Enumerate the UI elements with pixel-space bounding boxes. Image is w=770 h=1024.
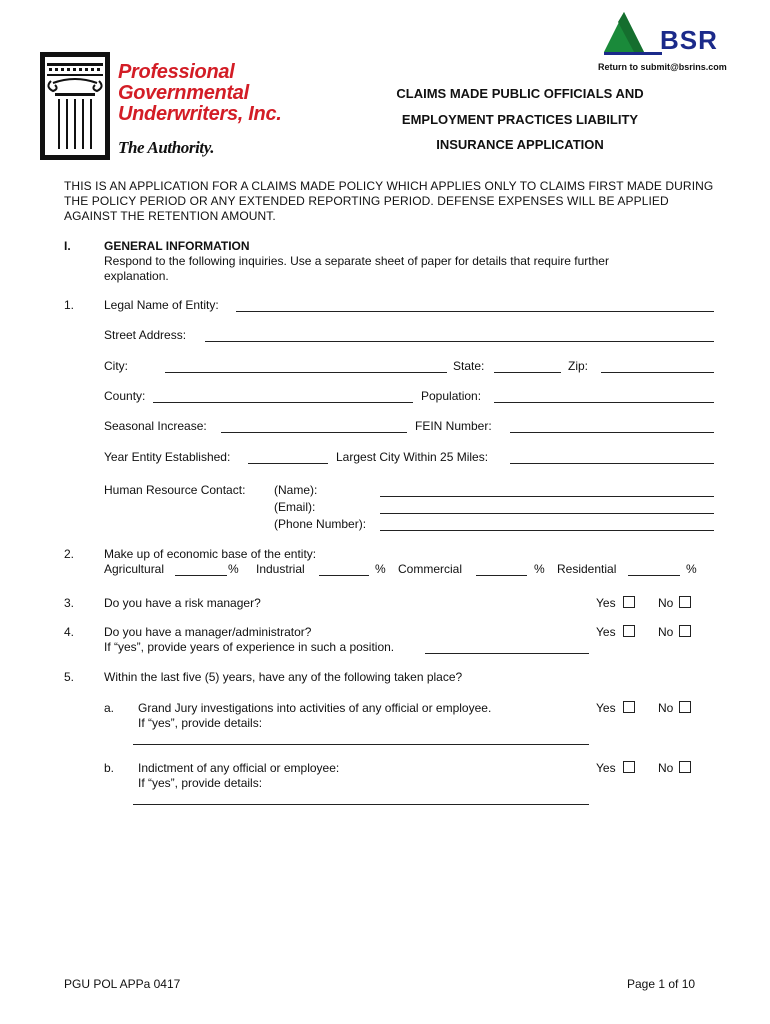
zip-field[interactable] [601,372,714,373]
q3-no-checkbox[interactable] [679,596,691,608]
q5b-letter: b. [104,761,115,775]
q5a-no-label: No [658,701,674,715]
column-icon [45,57,105,155]
fein-field[interactable] [510,432,714,433]
q5a-text: Grand Jury investigations into activities of any official or employee. [138,701,492,715]
logo-line-3: Underwriters, Inc. [118,103,282,125]
q3-yes-label: Yes [596,596,616,610]
street-field[interactable] [205,341,714,342]
legal-name-field[interactable] [236,311,714,312]
residential-label: Residential [557,562,617,576]
q4-no-label: No [658,625,674,639]
q2-text: Make up of economic base of the entity: [104,547,317,561]
hr-email-field[interactable] [380,513,714,514]
fein-label: FEIN Number: [415,419,492,433]
form-id: PGU POL APPa 0417 [64,977,181,991]
q3-no-label: No [658,596,674,610]
q4-no-checkbox[interactable] [679,625,691,637]
city-label: City: [104,359,128,373]
intro-paragraph: THIS IS AN APPLICATION FOR A CLAIMS MADE POLICY WHICH APPLIES ONLY TO CLAIMS FIRST MADE DURING THE POLICY PERIOD OR ANY EXTENDED REPORTING PERIOD. DEFENSE EXPENSES WILL BE APPLIED AGAINST THE RETENTION AMOUNT. [64,179,714,223]
q5a-sub: If “yes”, provide details: [138,716,263,730]
section-instructions: Respond to the following inquiries. Use a separate sheet of paper for details that require further explanation. [104,254,609,283]
q4-text: Do you have a manager/administrator? [104,625,312,639]
commercial-pct: % [534,562,545,576]
q5b-yes-label: Yes [596,761,616,775]
bsr-logo-text: BSR [660,25,718,55]
population-field[interactable] [494,402,714,403]
q3-text: Do you have a risk manager? [104,596,261,610]
q3-yes-checkbox[interactable] [623,596,635,608]
q5a-yes-label: Yes [596,701,616,715]
agricultural-field[interactable] [175,575,227,576]
zip-label: Zip: [568,359,589,373]
hr-email-label: (Email): [274,500,316,514]
year-field[interactable] [248,463,328,464]
q4-number: 4. [64,625,75,639]
q1-number: 1. [64,298,75,312]
q4-yes-checkbox[interactable] [623,625,635,637]
q4-experience-field[interactable] [425,653,589,654]
logo-line-1: Professional [118,61,235,83]
residential-field[interactable] [628,575,680,576]
logo-tagline: The Authority. [118,138,215,157]
q5-number: 5. [64,670,75,684]
hr-name-label: (Name): [274,483,318,497]
commercial-field[interactable] [476,575,527,576]
agricultural-label: Agricultural [104,562,165,576]
largest-city-field[interactable] [510,463,714,464]
seasonal-field[interactable] [221,432,407,433]
county-field[interactable] [153,402,413,403]
page-number: Page 1 of 10 [627,977,696,991]
residential-pct: % [686,562,697,576]
q4-sub: If “yes”, provide years of experience in such a position. [104,640,395,654]
q5-text: Within the last five (5) years, have any of the following taken place? [104,670,463,684]
q5a-letter: a. [104,701,115,715]
q2-number: 2. [64,547,75,561]
industrial-pct: % [375,562,386,576]
pgu-logo-text [118,62,282,125]
year-label: Year Entity Established: [104,450,231,464]
q5a-details-field[interactable] [133,744,589,745]
hr-label: Human Resource Contact: [104,483,246,497]
q5b-yes-checkbox[interactable] [623,761,635,773]
county-label: County: [104,389,146,403]
logo-line-2: Governmental [118,82,249,104]
bsr-triangle-icon [604,12,662,56]
q5b-sub: If “yes”, provide details: [138,776,263,790]
q3-number: 3. [64,596,75,610]
state-label: State: [453,359,485,373]
largest-city-label: Largest City Within 25 Miles: [336,450,489,464]
seasonal-label: Seasonal Increase: [104,419,207,433]
q5a-yes-checkbox[interactable] [623,701,635,713]
q5b-no-label: No [658,761,674,775]
state-field[interactable] [494,372,561,373]
q5b-text: Indictment of any official or employee: [138,761,340,775]
form-title-line-2: EMPLOYMENT PRACTICES LIABILITY [401,112,639,127]
street-label: Street Address: [104,328,187,342]
section-number: I. [64,239,71,253]
agricultural-pct: % [228,562,239,576]
pgu-logo-column [40,52,110,160]
city-field[interactable] [165,372,447,373]
hr-phone-field[interactable] [380,530,714,531]
hr-phone-label: (Phone Number): [274,517,367,531]
section-heading: GENERAL INFORMATION [104,239,250,253]
form-title-line-1: CLAIMS MADE PUBLIC OFFICIALS AND [396,86,644,101]
legal-name-label: Legal Name of Entity: [104,298,219,312]
q5b-details-field[interactable] [133,804,589,805]
commercial-label: Commercial [398,562,463,576]
population-label: Population: [421,389,482,403]
form-title-line-3: INSURANCE APPLICATION [436,137,604,152]
industrial-field[interactable] [319,575,369,576]
q5a-no-checkbox[interactable] [679,701,691,713]
industrial-label: Industrial [256,562,305,576]
return-address: Return to submit@bsrins.com [598,62,727,72]
q4-yes-label: Yes [596,625,616,639]
q5b-no-checkbox[interactable] [679,761,691,773]
hr-name-field[interactable] [380,496,714,497]
